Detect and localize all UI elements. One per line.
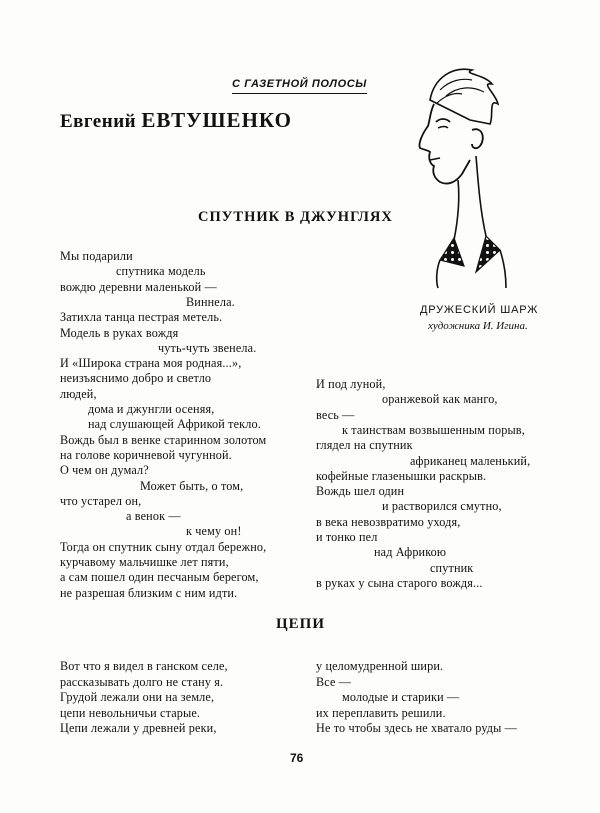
- poem-line: рассказывать долго не стану я.: [60, 674, 224, 689]
- poem-line: к таинствам возвышенным порыв,: [342, 422, 525, 437]
- caricature-caption: ДРУЖЕСКИЙ ШАРЖ: [420, 304, 539, 316]
- poem-line: не разрешая близким с ним идти.: [60, 585, 238, 600]
- poem-line: Модель в руках вождя: [60, 325, 179, 340]
- poem-line: Виннела.: [186, 294, 235, 309]
- poem-line: Тогда он спутник сыну отдал бережно,: [60, 539, 267, 554]
- poem-line: спутник: [430, 560, 474, 575]
- poem-line: что устарел он,: [60, 493, 142, 508]
- poem-line: спутника модель: [116, 264, 206, 279]
- poem-line: Вождь шел один: [316, 484, 405, 499]
- section-rubric: С ГАЗЕТНОЙ ПОЛОСЫ: [232, 78, 367, 94]
- poem-line: к чему он!: [186, 524, 242, 539]
- poem-line: чуть-чуть звенела.: [158, 340, 257, 355]
- poem-line: африканец маленький,: [410, 453, 531, 468]
- caricature-portrait: [400, 60, 510, 290]
- poem-line: Затихла танца пестрая метель.: [60, 310, 223, 325]
- poem-line: над Африкою: [374, 545, 447, 560]
- poem-line: вождю деревни маленькой —: [60, 279, 217, 294]
- poem-line: их переплавить решили.: [316, 705, 446, 720]
- poem-line: Все —: [316, 674, 352, 689]
- poem-line: курчавому мальчишке лет пяти,: [60, 555, 229, 569]
- poem-line: в руках у сына старого вождя...: [316, 575, 483, 590]
- poem-line: у целомудренной шири.: [316, 659, 444, 673]
- poem-line: а венок —: [126, 509, 181, 524]
- poem-line: Вот что я видел в ганском селе,: [60, 659, 228, 673]
- poem-line: дома и джунгли осеняя,: [88, 402, 215, 416]
- author-first-name: Евгений: [60, 111, 137, 132]
- poem-line: И «Широка страна моя родная...»,: [60, 356, 242, 371]
- poem-line: кофейные глазенышки раскрыв.: [316, 468, 487, 483]
- poem1-title: СПУТНИК В ДЖУНГЛЯХ: [198, 209, 393, 225]
- poem-line: неизъяснимо добро и светло: [60, 371, 212, 386]
- poem-line: глядел на спутник: [316, 438, 413, 453]
- poem-line: Цепи лежали у древней реки,: [60, 721, 217, 735]
- poem-line: над слушающей Африкой текло.: [88, 417, 261, 432]
- poem-line: людей,: [60, 386, 97, 401]
- poem-line: О чем он думал?: [60, 463, 149, 478]
- poem-line: Грудой лежали они на земле,: [60, 690, 215, 704]
- poem-line: весь —: [316, 407, 355, 422]
- author-last-name: ЕВТУШЕНКО: [141, 108, 292, 132]
- poem-line: на голове коричневой чугунной.: [60, 447, 232, 462]
- poem-line: цепи невольничьи старые.: [60, 705, 201, 720]
- caricature-credit: художника И. Игина.: [428, 320, 528, 332]
- author-name: [60, 108, 292, 133]
- page-number: 76: [290, 751, 304, 765]
- poem-line: и тонко пел: [316, 530, 378, 544]
- poem-line: и растворился смутно,: [382, 499, 502, 514]
- poem-line: а сам пошел один песчаным берегом,: [60, 570, 259, 585]
- poem-line: И под луной,: [316, 377, 386, 391]
- poem-line: молодые и старики —: [342, 690, 460, 704]
- poem-line: оранжевой как манго,: [382, 392, 498, 407]
- poem2-title: ЦЕПИ: [276, 616, 326, 632]
- poem-line: Может быть, о том,: [140, 478, 244, 493]
- poem-line: Не то чтобы здесь не хватало руды —: [316, 721, 518, 735]
- poem-line: Вождь был в венке старинном золотом: [60, 432, 267, 447]
- poem-line: Мы подарили: [60, 249, 133, 263]
- poem-line: в века невозвратимо уходя,: [316, 514, 461, 529]
